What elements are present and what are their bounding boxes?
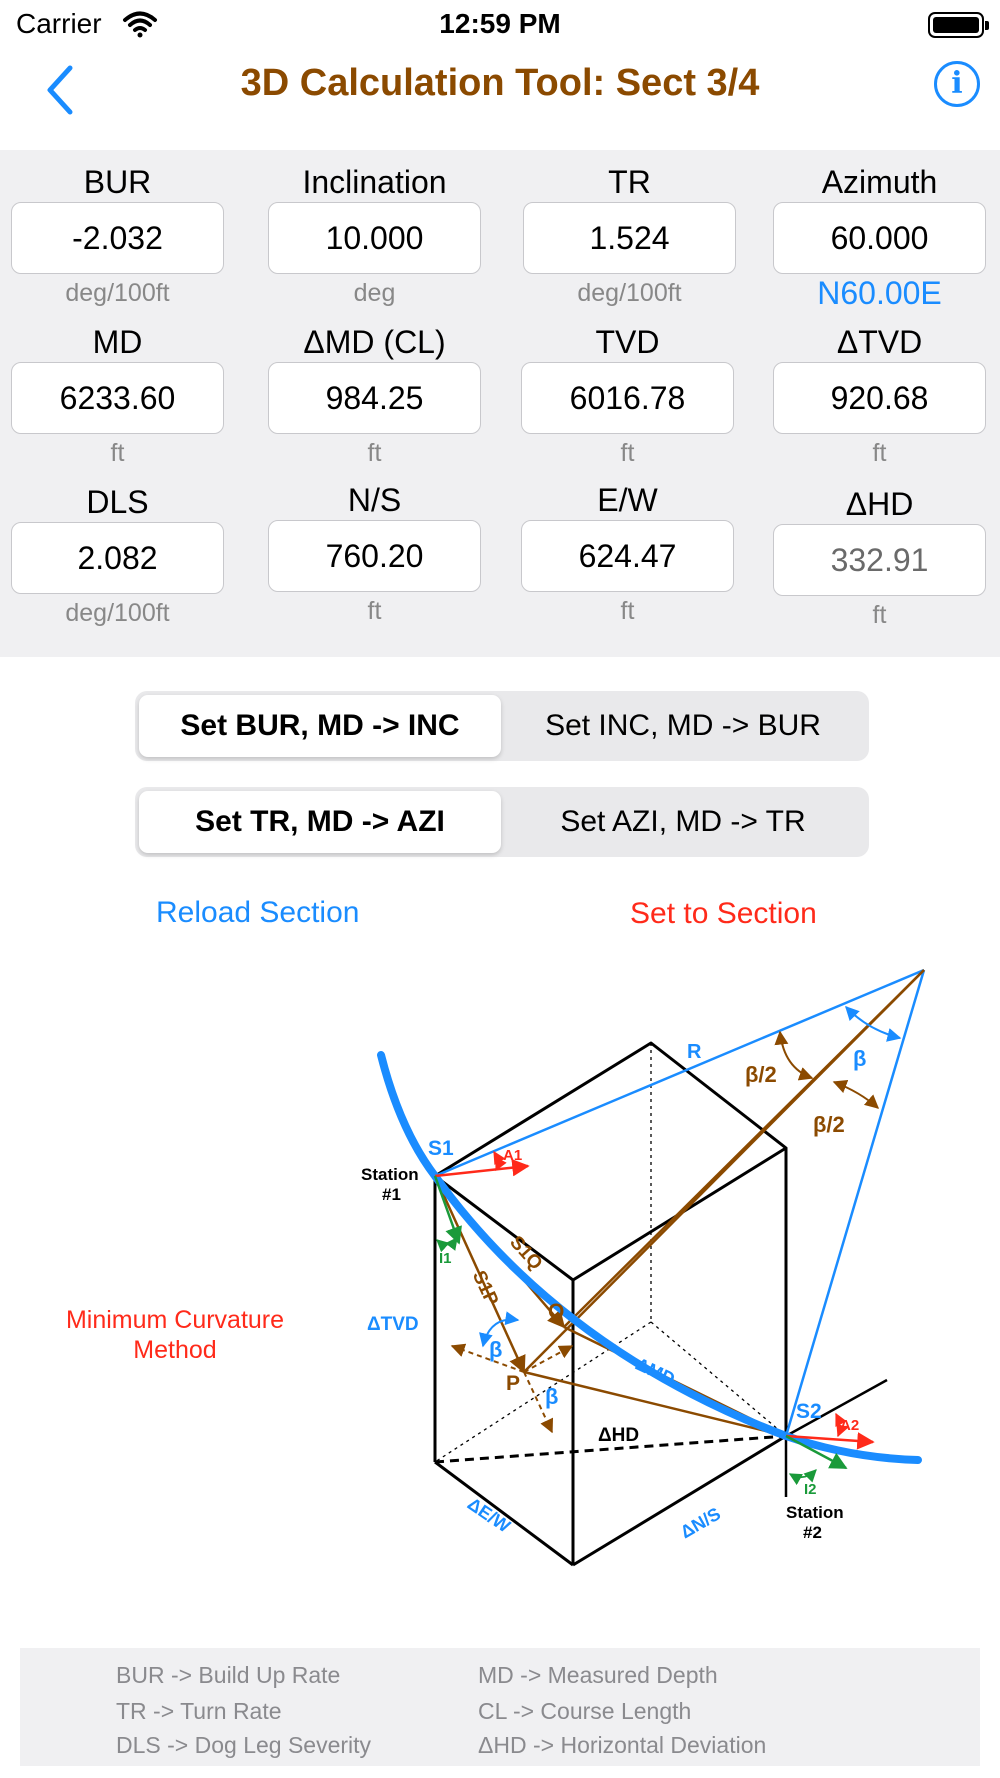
legend-item: TR -> Turn Rate bbox=[116, 1698, 282, 1724]
s1q-label: S1Q bbox=[505, 1232, 547, 1275]
azimuth-input[interactable]: 60.000 bbox=[773, 202, 986, 274]
md-label: MD bbox=[92, 324, 143, 360]
tr-cell bbox=[523, 162, 736, 310]
legend-item: DLS -> Dog Leg Severity bbox=[116, 1732, 372, 1758]
delta-ew-diagram-label: ΔE/W bbox=[463, 1493, 514, 1537]
r-label: R bbox=[687, 1041, 702, 1063]
bur-label: BUR bbox=[83, 164, 152, 200]
azimuth-bearing: N60.00E bbox=[817, 275, 942, 311]
s1p-label: S1P bbox=[467, 1267, 503, 1310]
beta-half-arc-2 bbox=[834, 1082, 878, 1108]
tvd-unit: ft bbox=[620, 439, 635, 467]
ew-input[interactable]: 624.47 bbox=[521, 520, 734, 592]
delta-hd-unit: ft bbox=[872, 601, 887, 629]
inclination-cell bbox=[268, 162, 481, 310]
bur-cell bbox=[11, 162, 224, 310]
bur-unit: deg/100ft bbox=[65, 279, 170, 307]
legend-item: ΔHD -> Horizontal Deviation bbox=[478, 1732, 767, 1758]
a1-label: A1 bbox=[503, 1147, 523, 1164]
ew-label: E/W bbox=[597, 482, 658, 518]
inclination-input[interactable]: 10.000 bbox=[268, 202, 481, 274]
delta-tvd-unit: ft bbox=[872, 439, 887, 467]
i1-label: I1 bbox=[439, 1250, 452, 1267]
segment-set-bur-md-inc[interactable]: Set BUR, MD -> INC bbox=[139, 695, 501, 757]
tr-unit: deg/100ft bbox=[577, 279, 682, 307]
delta-ns-diagram-label: ΔN/S bbox=[676, 1503, 725, 1543]
station2-number: #2 bbox=[803, 1523, 822, 1542]
tr-label: TR bbox=[608, 164, 651, 200]
delta-tvd-input[interactable]: 920.68 bbox=[773, 362, 986, 434]
abbreviation-legend bbox=[20, 1648, 980, 1766]
delta-md-cell bbox=[268, 322, 481, 470]
i2-label: I2 bbox=[804, 1481, 817, 1498]
ns-cell bbox=[268, 480, 481, 628]
dls-unit: deg/100ft bbox=[65, 599, 170, 627]
beta-half-label-2: β/2 bbox=[813, 1112, 845, 1137]
carrier-label: Carrier bbox=[16, 8, 102, 39]
md-unit: ft bbox=[110, 439, 125, 467]
dls-cell bbox=[11, 482, 224, 630]
legend-item: CL -> Course Length bbox=[478, 1698, 692, 1724]
beta-half-label-1: β/2 bbox=[745, 1062, 777, 1087]
ns-unit: ft bbox=[367, 597, 382, 625]
azimuth-cell bbox=[773, 162, 986, 310]
delta-tvd-cell bbox=[773, 322, 986, 470]
tvd-label: TVD bbox=[595, 324, 660, 360]
beta-label-p1: β bbox=[489, 1337, 503, 1362]
azi-mode-segmented-control bbox=[135, 787, 869, 857]
md-input[interactable]: 6233.60 bbox=[11, 362, 224, 434]
ns-label: N/S bbox=[347, 482, 402, 518]
status-bar bbox=[0, 0, 1000, 50]
construction-lines bbox=[435, 970, 924, 1436]
segment-set-inc-md-bur[interactable]: Set INC, MD -> BUR bbox=[545, 709, 821, 742]
method-label: Minimum Curvature Method bbox=[65, 1306, 285, 1364]
delta-md-diagram-label: ΔMD bbox=[632, 1353, 679, 1390]
reload-section-button[interactable]: Reload Section bbox=[156, 896, 360, 929]
delta-md-input[interactable]: 984.25 bbox=[268, 362, 481, 434]
tr-input[interactable]: 1.524 bbox=[523, 202, 736, 274]
station1-number: #1 bbox=[382, 1185, 401, 1204]
inclination-unit: deg bbox=[353, 279, 396, 307]
azimuth-label: Azimuth bbox=[821, 164, 938, 200]
s2-label: S2 bbox=[796, 1400, 822, 1423]
info-icon[interactable]: i bbox=[934, 61, 980, 107]
battery-icon bbox=[928, 12, 984, 38]
station1-label: Station bbox=[361, 1165, 419, 1184]
segment-set-azi-md-tr[interactable]: Set AZI, MD -> TR bbox=[560, 805, 806, 838]
minimum-curvature-diagram bbox=[340, 955, 940, 1575]
delta-hd-value: 332.91 bbox=[773, 524, 986, 596]
a2-label: A2 bbox=[840, 1417, 860, 1434]
ew-cell bbox=[521, 480, 734, 628]
delta-md-unit: ft bbox=[367, 439, 382, 467]
delta-hd-diagram-label: ΔHD bbox=[598, 1425, 640, 1446]
set-to-section-button[interactable]: Set to Section bbox=[630, 897, 817, 930]
dls-input[interactable]: 2.082 bbox=[11, 522, 224, 594]
status-time: 12:59 PM bbox=[439, 8, 561, 39]
legend-item: MD -> Measured Depth bbox=[478, 1662, 718, 1688]
tvd-input[interactable]: 6016.78 bbox=[521, 362, 734, 434]
navigation-bar bbox=[0, 50, 1000, 150]
segment-set-tr-md-azi[interactable]: Set TR, MD -> AZI bbox=[139, 791, 501, 853]
legend-item: BUR -> Build Up Rate bbox=[116, 1662, 341, 1688]
parameter-grid bbox=[0, 150, 1000, 657]
station2-label: Station bbox=[786, 1503, 844, 1522]
page-title: 3D Calculation Tool: Sect 3/4 bbox=[240, 62, 760, 104]
ns-input[interactable]: 760.20 bbox=[268, 520, 481, 592]
tvd-cell bbox=[521, 322, 734, 470]
delta-md-label: ΔMD (CL) bbox=[303, 324, 446, 360]
beta-half-arc-1 bbox=[780, 1032, 812, 1078]
inc-mode-segmented-control bbox=[135, 691, 869, 761]
delta-hd-cell bbox=[773, 484, 986, 632]
ew-unit: ft bbox=[620, 597, 635, 625]
radius-triangle bbox=[435, 970, 924, 1436]
md-cell bbox=[11, 322, 224, 470]
q-label: Q bbox=[548, 1300, 565, 1323]
delta-tvd-diagram-label: ΔTVD bbox=[367, 1314, 419, 1335]
inclination-label: Inclination bbox=[302, 164, 447, 200]
bur-input[interactable]: -2.032 bbox=[11, 202, 224, 274]
dls-label: DLS bbox=[86, 484, 149, 520]
s1-label: S1 bbox=[428, 1137, 454, 1160]
beta-label-top: β bbox=[853, 1046, 867, 1071]
beta-label-p2: β bbox=[545, 1384, 559, 1409]
p-label: P bbox=[506, 1372, 521, 1395]
delta-hd-label: ΔHD bbox=[845, 486, 914, 522]
delta-tvd-label: ΔTVD bbox=[836, 324, 923, 360]
